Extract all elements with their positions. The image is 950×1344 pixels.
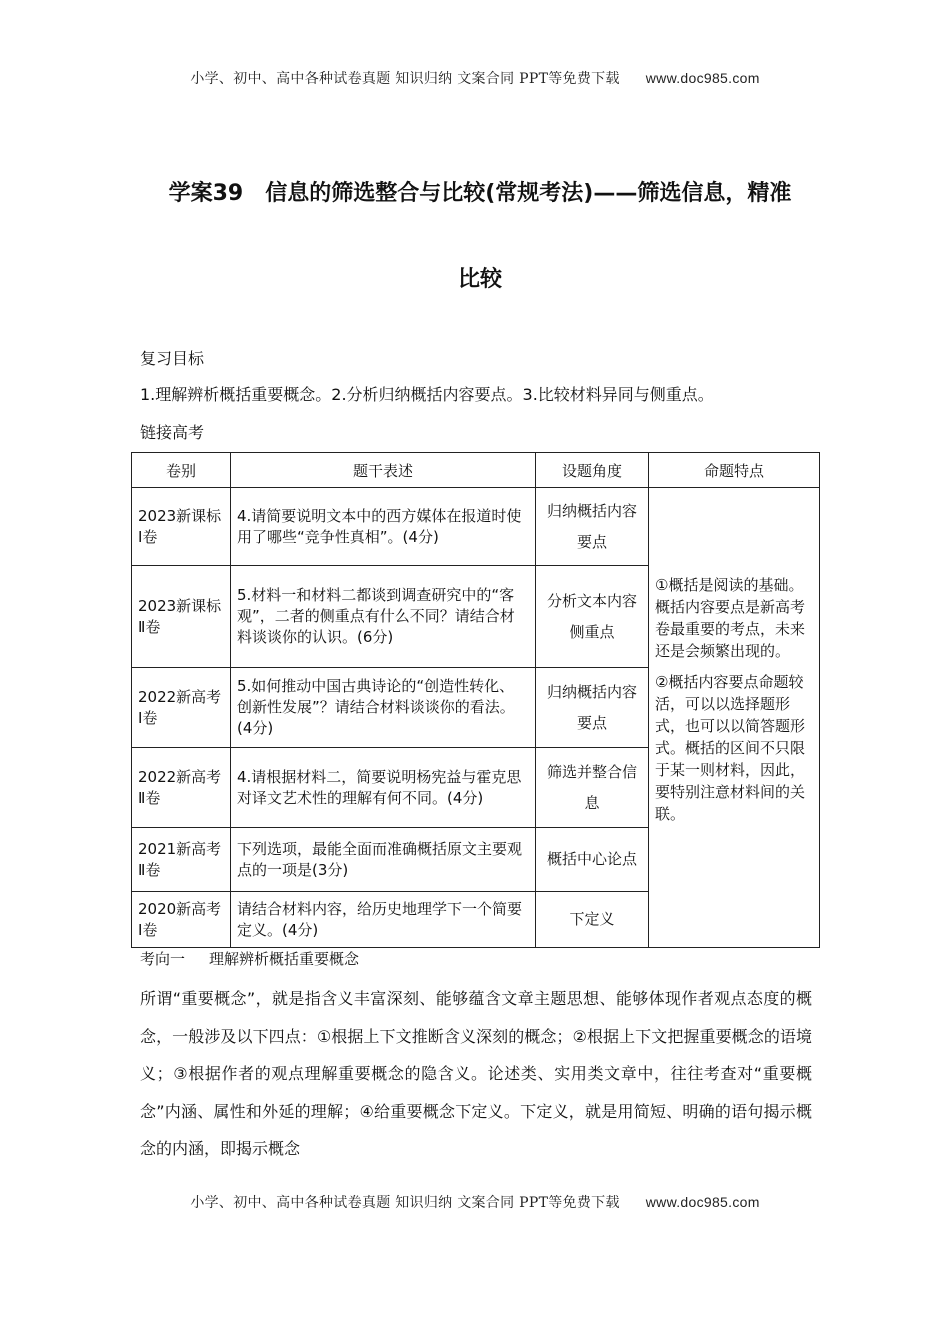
document-title-line1: 学案39 信息的筛选整合与比较(常规考法)——筛选信息，精准 [168,181,792,206]
paper-cell: 2022新高考Ⅰ卷 [132,668,231,748]
header-text: 小学、初中、高中各种试卷真题 知识归纳 文案合同 PPT等免费下载 [190,71,620,87]
paper-cell: 2020新高考Ⅰ卷 [132,892,231,948]
angle-cell: 筛选并整合信息 [536,748,649,828]
stem-cell: 请结合材料内容，给历史地理学下一个简要定义。(4分) [231,892,536,948]
angle-cell: 分析文本内容侧重点 [536,566,649,668]
stem-cell: 5.材料一和材料二都谈到调查研究中的“客观”，二者的侧重点有什么不同？请结合材料谈谈你的认识。(6分) [231,566,536,668]
document-title-line2: 比较 [457,267,502,292]
feature-point-1: ①概括是阅读的基础。概括内容要点是新高考卷最重要的考点，未来还是会频繁出现的。 [655,576,806,660]
angle-cell: 下定义 [536,892,649,948]
page-footer [0,1192,950,1212]
stem-cell: 下列选项，最能全面而准确概括原文主要观点的一项是(3分) [231,828,536,892]
page-header [0,68,950,88]
col-header-feature: 命题特点 [649,453,820,488]
direction-heading [140,948,359,969]
col-header-paper: 卷别 [132,453,231,488]
paper-cell: 2022新高考Ⅱ卷 [132,748,231,828]
table-header-row [132,453,820,488]
body-paragraph: 所谓“重要概念”，就是指含义丰富深刻、能够蕴含文章主题思想、能够体现作者观点态度的概念，一般涉及以下四点：①根据上下文推断含义深刻的概念；②根据上下文把握重要概念的语境义；③根据作者的观点理解重要概念的隐含义。论述类、实用类文章中，往往考查对“重要概念”内涵、属性和外延的理解；④给重要概念下定义。下定义，就是用简短、明确的语句揭示概念的内涵，即揭示概念 [140,989,812,1158]
link-heading: 链接高考 [140,423,205,442]
angle-cell: 概括中心论点 [536,828,649,892]
review-goals: 1.理解辨析概括重要概念。2.分析归纳概括内容要点。3.比较材料异同与侧重点。 [140,385,714,404]
feature-point-2: ②概括内容要点命题较活，可以以选择题形式，也可以以简答题形式。概括的区间不只限于某一则材料，因此，要特别注意材料间的关联。 [655,673,806,823]
footer-site-link[interactable]: www.doc985.com [645,1194,760,1210]
stem-cell: 4.请简要说明文本中的西方媒体在报道时使用了哪些“竞争性真相”。(4分) [231,488,536,566]
stem-cell: 4.请根据材料二，简要说明杨宪益与霍克思对译文艺术性的理解有何不同。(4分) [231,748,536,828]
paper-cell: 2021新高考Ⅱ卷 [132,828,231,892]
footer-text: 小学、初中、高中各种试卷真题 知识归纳 文案合同 PPT等免费下载 [190,1195,620,1211]
angle-cell: 归纳概括内容要点 [536,488,649,566]
stem-cell: 5.如何推动中国古典诗论的“创造性转化、创新性发展”？请结合材料谈谈你的看法。(4分) [231,668,536,748]
feature-cell [649,488,820,948]
angle-cell: 归纳概括内容要点 [536,668,649,748]
paper-cell: 2023新课标Ⅰ卷 [132,488,231,566]
review-heading: 复习目标 [140,349,205,368]
table-row [132,488,820,566]
col-header-stem: 题干表述 [231,453,536,488]
col-header-angle: 设题角度 [536,453,649,488]
exam-link-table [131,452,820,948]
paper-cell: 2023新课标Ⅱ卷 [132,566,231,668]
direction-label: 考向一 [140,950,186,968]
header-site-link[interactable]: www.doc985.com [645,70,760,86]
direction-title: 理解辨析概括重要概念 [209,950,360,968]
